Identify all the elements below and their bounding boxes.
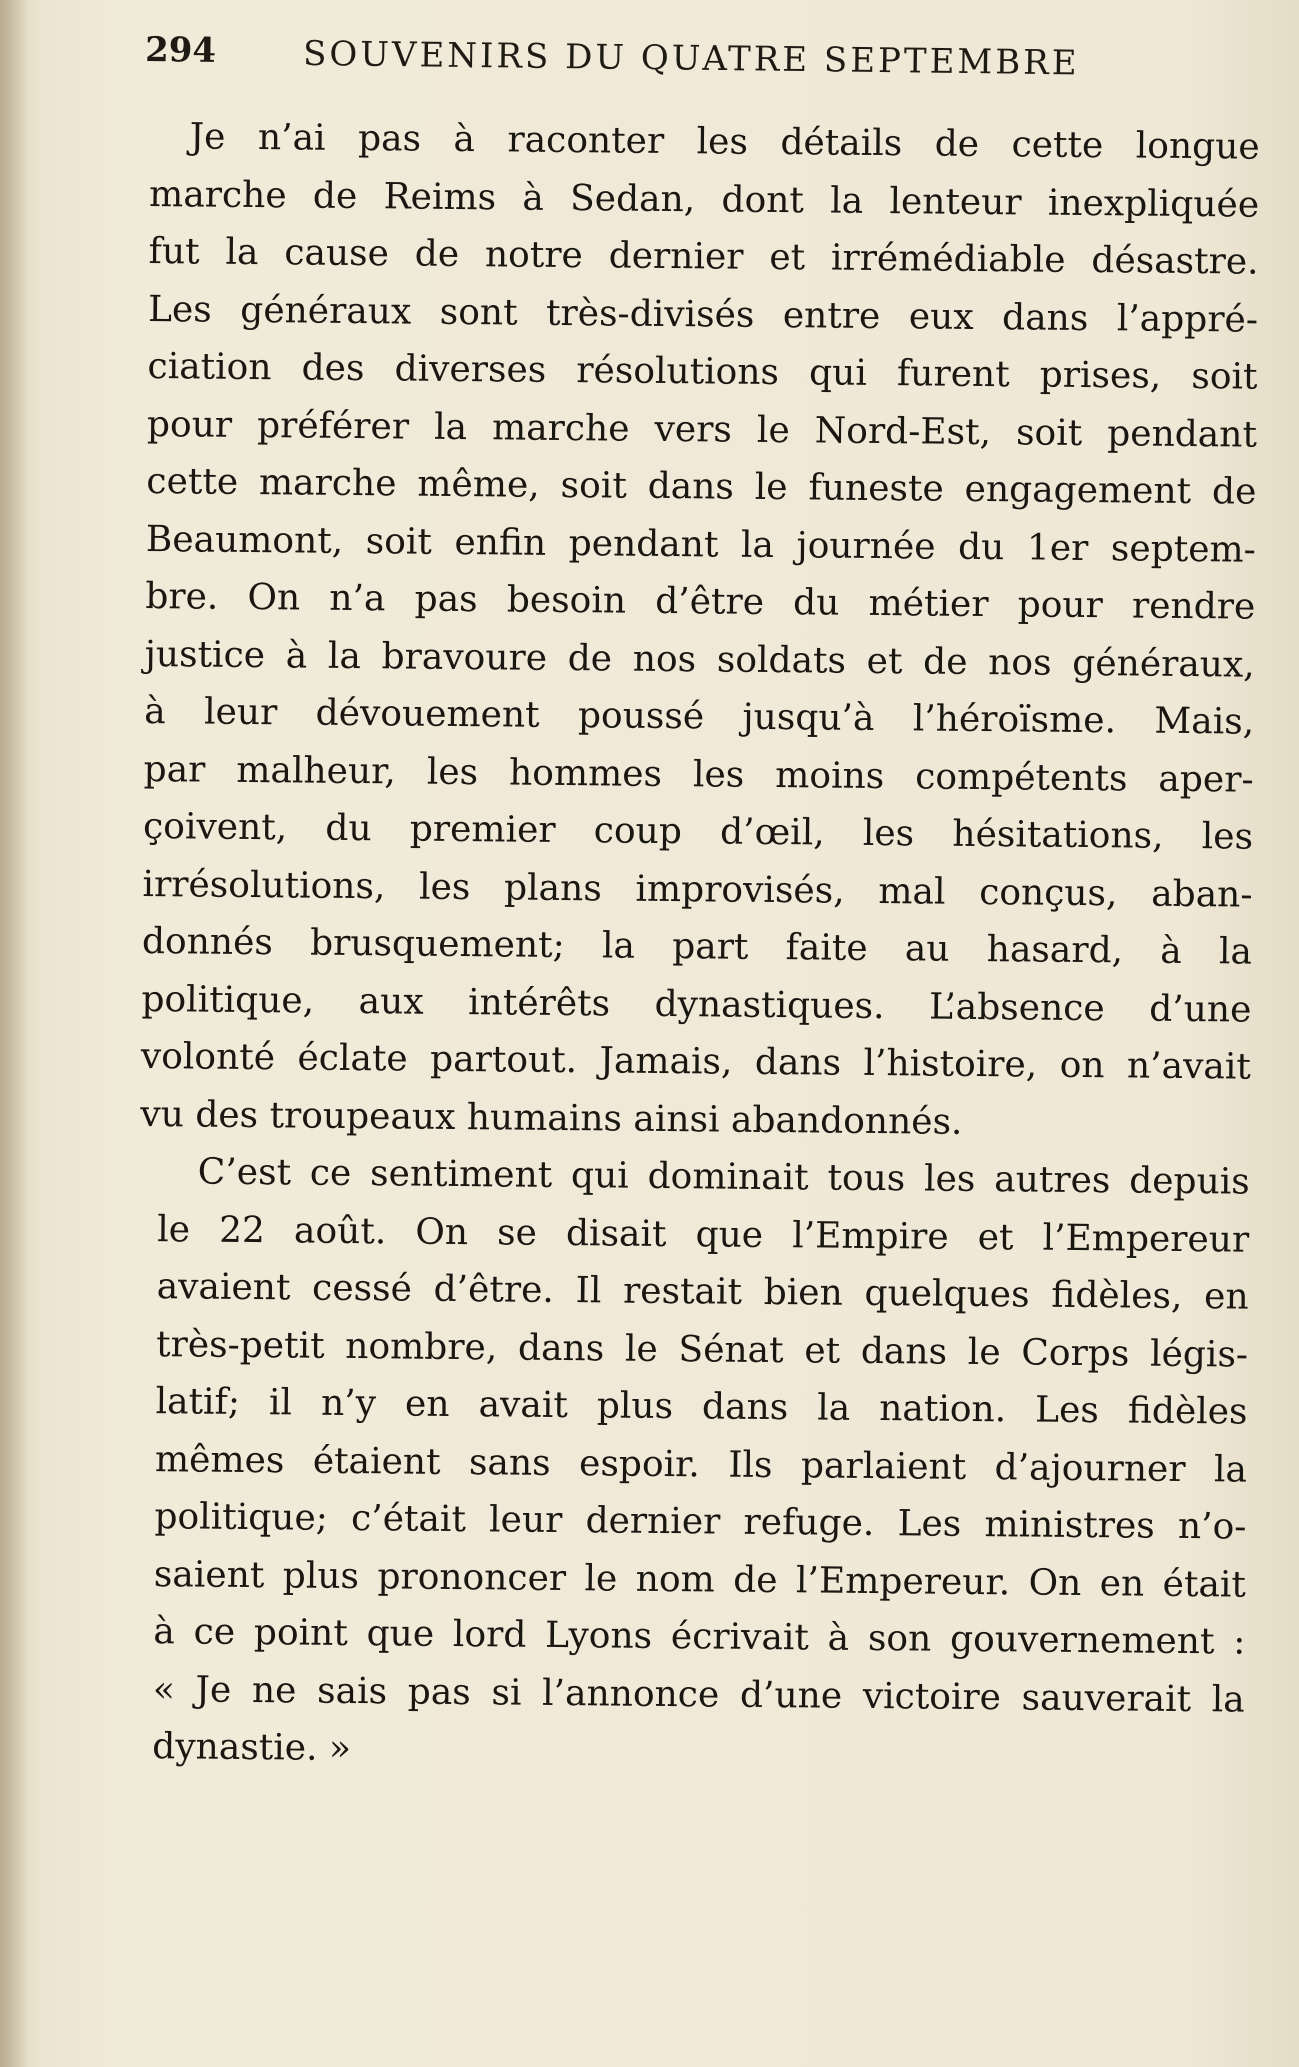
text-line: cette marche même, soit dans le funeste engagement de bbox=[146, 460, 1257, 513]
text-line: pour préférer la marche vers le Nord-Est, soit pendant bbox=[146, 403, 1258, 456]
text-line: à leur dévouement poussé jusqu’à l’héroïsme. Mais, bbox=[144, 690, 1255, 743]
text-line: marche de Reims à Sedan, dont la lenteur inexpliquée bbox=[148, 173, 1260, 226]
text-line: très-petit nombre, dans le Sénat et dans le Corps légis- bbox=[155, 1323, 1249, 1376]
text-line: irrésolutions, les plans improvisés, mal conçus, aban- bbox=[142, 863, 1253, 916]
text-line: Beaumont, soit enfin pendant la journée du 1er septem- bbox=[145, 518, 1257, 571]
text-line: dynastie. » bbox=[152, 1726, 352, 1770]
text-line: à ce point que lord Lyons écrivait à son gouvernement : bbox=[153, 1611, 1246, 1663]
text-line: donnés brusquement; la part faite au hasard, à la bbox=[141, 920, 1253, 973]
running-head bbox=[145, 30, 1096, 102]
text-line: fut la cause de notre dernier et irrémédiable désastre. bbox=[148, 230, 1259, 283]
text-line: justice à la bravoure de nos soldats et de nos généraux, bbox=[144, 633, 1255, 686]
text-line: politique; c’était leur dernier refuge. Les ministres n’o- bbox=[154, 1496, 1247, 1548]
paragraph-1 bbox=[140, 108, 1260, 1154]
text-line: volonté éclate partout. Jamais, dans l’histoire, on n’avait bbox=[140, 1035, 1252, 1088]
text-line: C’est ce sentiment qui dominait tous les autres depuis bbox=[197, 1151, 1250, 1203]
paragraph-2 bbox=[134, 1143, 1250, 1786]
page-number: 294 bbox=[144, 30, 217, 71]
text-line: saient plus prononcer le nom de l’Empereur. On en était bbox=[153, 1553, 1247, 1606]
text-line: Les généraux sont très-divisés entre eux dans l’appré- bbox=[147, 288, 1259, 341]
running-title: SOUVENIRS DU QUATRE SEPTEMBRE bbox=[302, 33, 1080, 84]
text-line: politique, aux intérêts dynastiques. L’absence d’une bbox=[141, 978, 1252, 1031]
text-line: avaient cessé d’être. Il restait bien quelques fidèles, en bbox=[156, 1266, 1249, 1318]
page-gutter-shadow bbox=[0, 0, 28, 2067]
body-text bbox=[134, 108, 1260, 1786]
text-line: Je n’ai pas à raconter les détails de cette longue bbox=[189, 116, 1260, 168]
text-line: latif; il n’y en avait plus dans la nation. Les fidèles bbox=[155, 1381, 1248, 1433]
text-line: vu des troupeaux humains ainsi abandonnés. bbox=[140, 1093, 963, 1143]
text-line: çoivent, du premier coup d’œil, les hésitations, les bbox=[142, 805, 1254, 858]
text-line: ciation des diverses résolutions qui furent prises, soit bbox=[147, 345, 1258, 398]
text-line: « Je ne sais pas si l’annonce d’une victoire sauverait la bbox=[152, 1668, 1245, 1721]
text-line: mêmes étaient sans espoir. Ils parlaient d’ajourner la bbox=[154, 1438, 1248, 1491]
text-line: le 22 août. On se disait que l’Empire et l’Empereur bbox=[157, 1208, 1250, 1261]
text-line: par malheur, les hommes les moins compétents aper- bbox=[143, 748, 1254, 801]
text-line: bre. On n’a pas besoin d’être du métier pour rendre bbox=[145, 575, 1256, 628]
